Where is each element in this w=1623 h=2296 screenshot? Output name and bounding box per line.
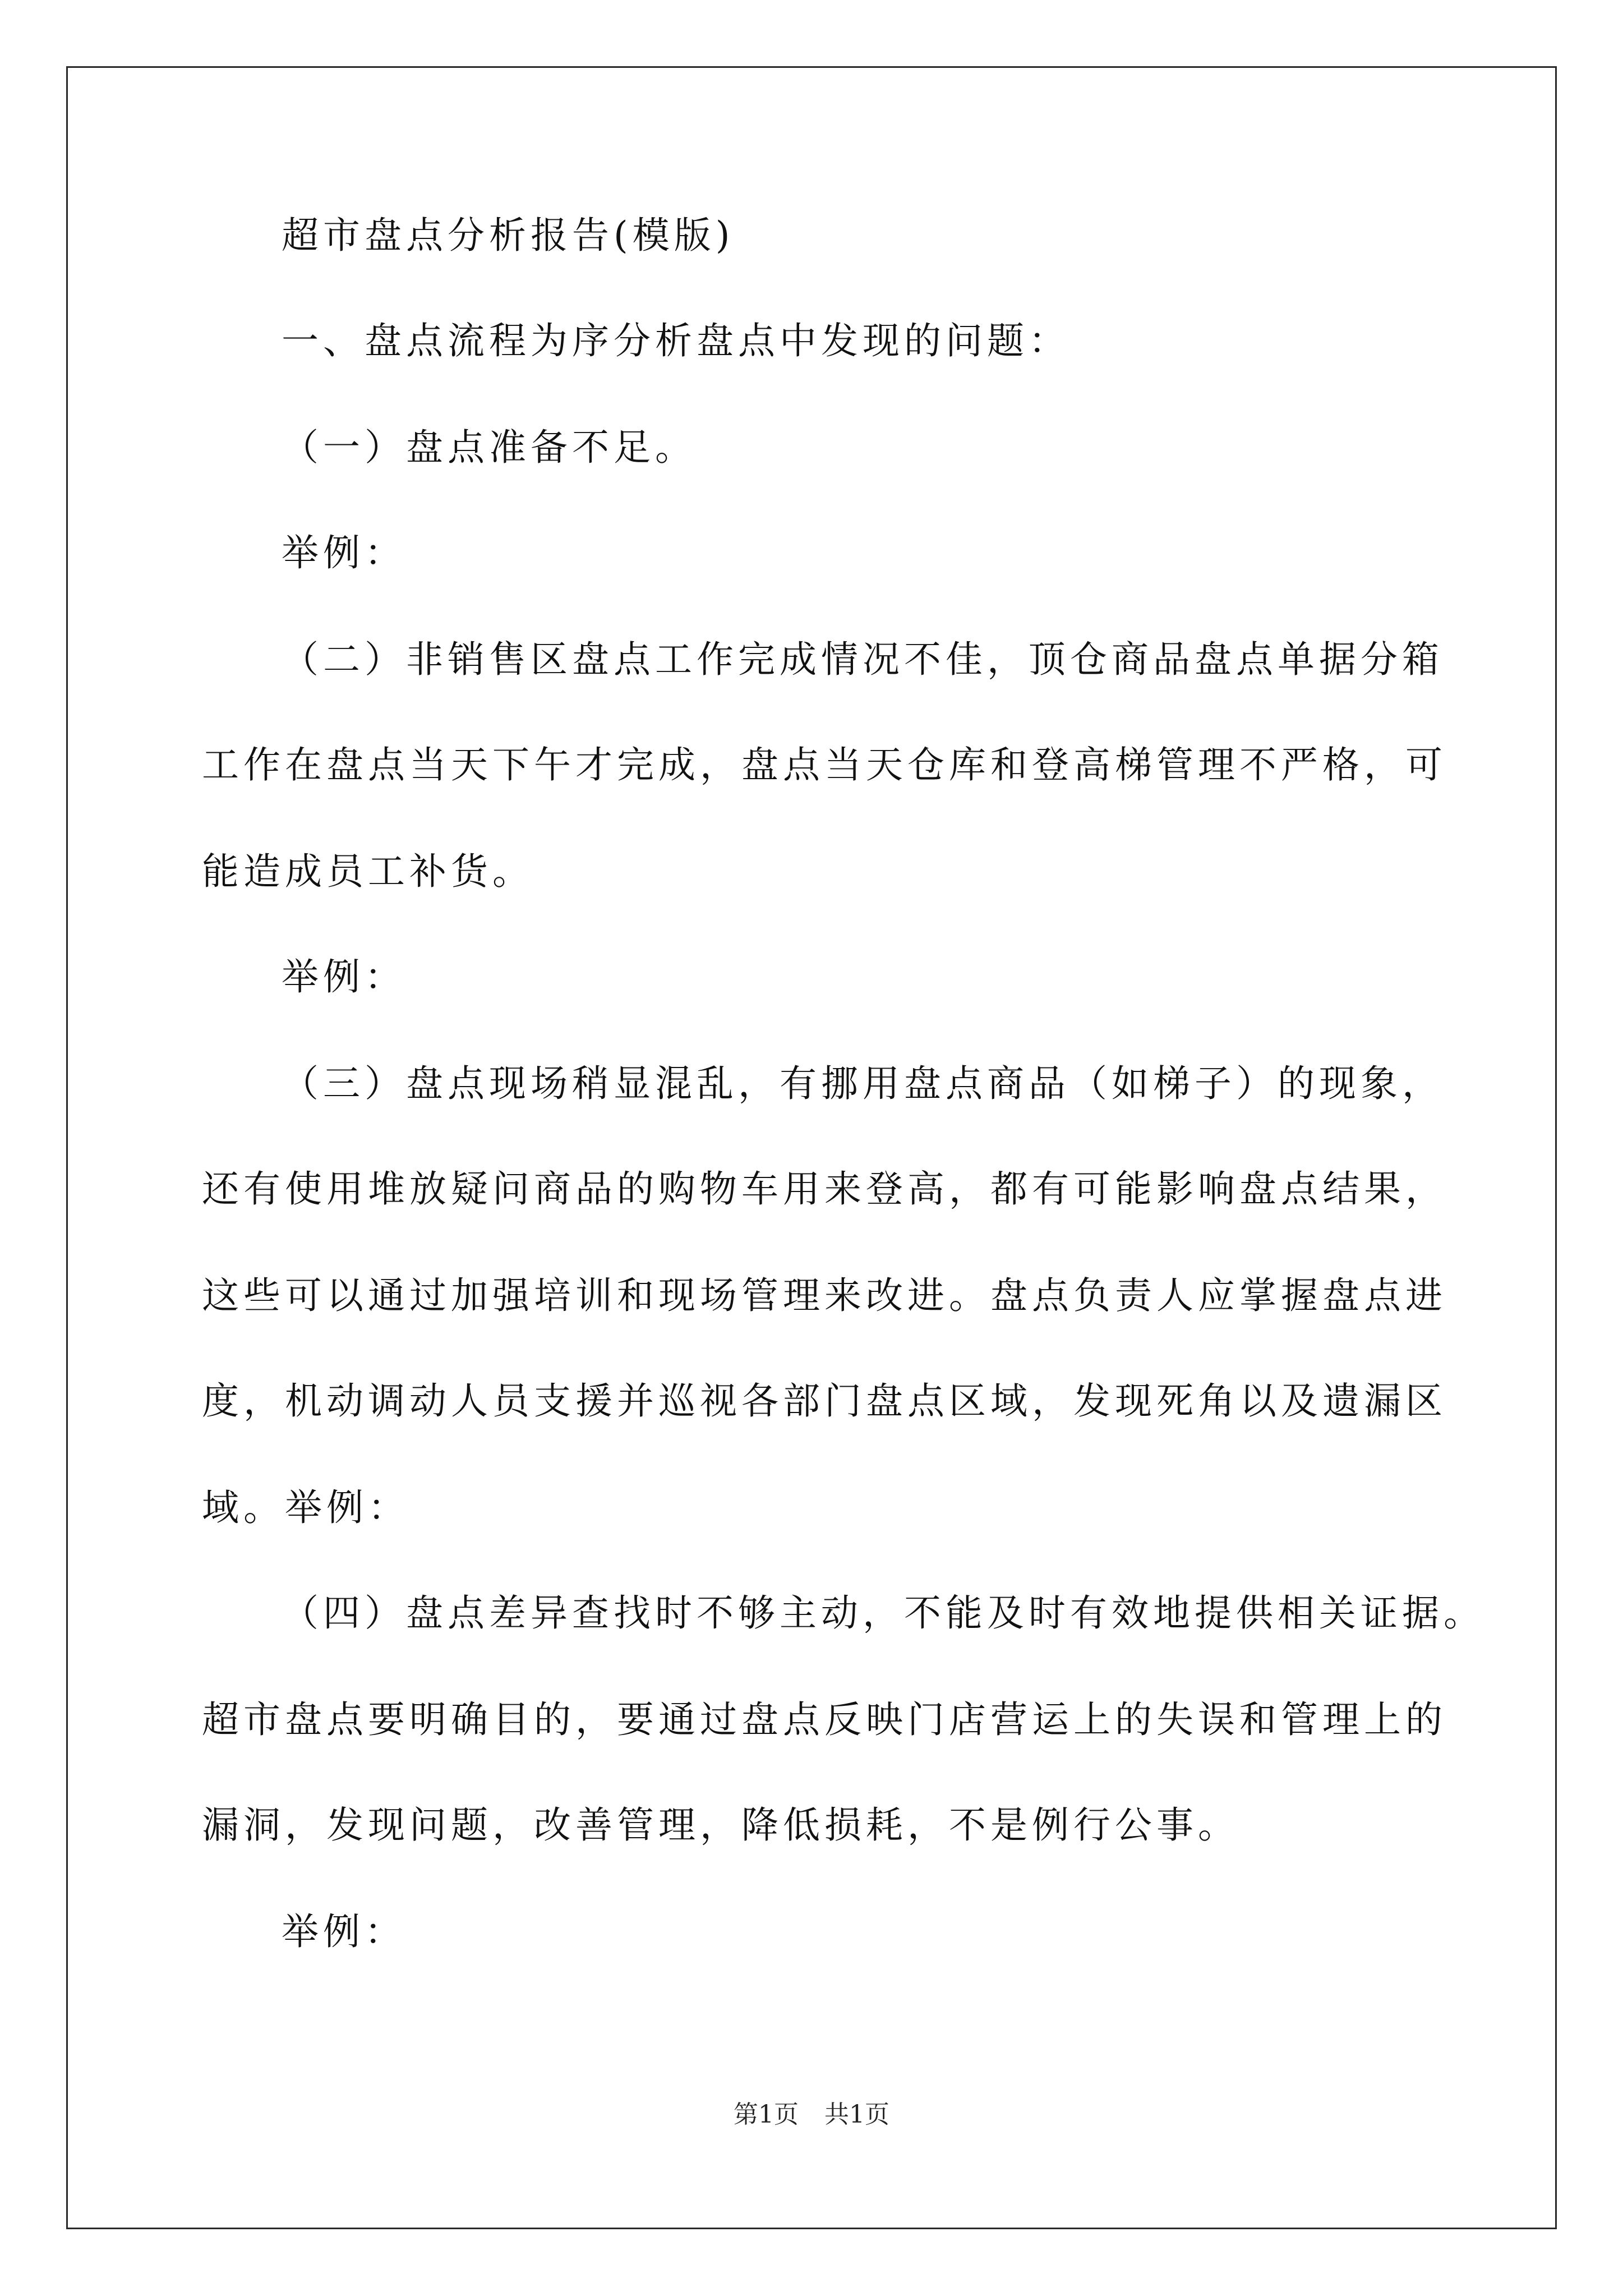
paragraph-line: 能造成员工补货。 — [202, 850, 534, 893]
subsection-heading: （一）盘点准备不足。 — [282, 426, 697, 469]
paragraph-line: （三）盘点现场稍显混乱，有挪用盘点商品（如梯子）的现象， — [282, 1062, 1444, 1105]
paragraph-line: （二）非销售区盘点工作完成情况不佳，顶仓商品盘点单据分箱 — [282, 638, 1444, 681]
paragraph-line: 漏洞，发现问题，改善管理，降低损耗，不是例行公事。 — [202, 1803, 1239, 1847]
paragraph-line: 超市盘点要明确目的，要通过盘点反映门店营运上的失误和管理上的 — [202, 1698, 1447, 1741]
paragraph-line: 这些可以通过加强培训和现场管理来改进。盘点负责人应掌握盘点进 — [202, 1274, 1447, 1317]
paragraph-line: 还有使用堆放疑问商品的购物车用来登高，都有可能影响盘点结果， — [202, 1167, 1447, 1211]
example-label: 举例： — [282, 531, 406, 574]
page-number: 第1页 — [734, 2100, 799, 2129]
page-total: 共1页 — [824, 2100, 889, 2129]
page-footer — [0, 2099, 1623, 2131]
paragraph-line: 域。举例： — [202, 1486, 409, 1529]
page-border — [66, 66, 1557, 2229]
example-label: 举例： — [282, 955, 406, 999]
example-label: 举例： — [282, 1910, 406, 1953]
document-title: 超市盘点分析报告(模版) — [282, 214, 735, 257]
section-heading: 一、盘点流程为序分析盘点中发现的问题： — [282, 319, 1070, 362]
paragraph-line: （四）盘点差异查找时不够主动，不能及时有效地提供相关证据。 — [282, 1591, 1485, 1635]
paragraph-line: 工作在盘点当天下午才完成，盘点当天仓库和登高梯管理不严格，可 — [202, 743, 1447, 786]
paragraph-line: 度，机动调动人员支援并巡视各部门盘点区域，发现死角以及遗漏区 — [202, 1379, 1447, 1423]
